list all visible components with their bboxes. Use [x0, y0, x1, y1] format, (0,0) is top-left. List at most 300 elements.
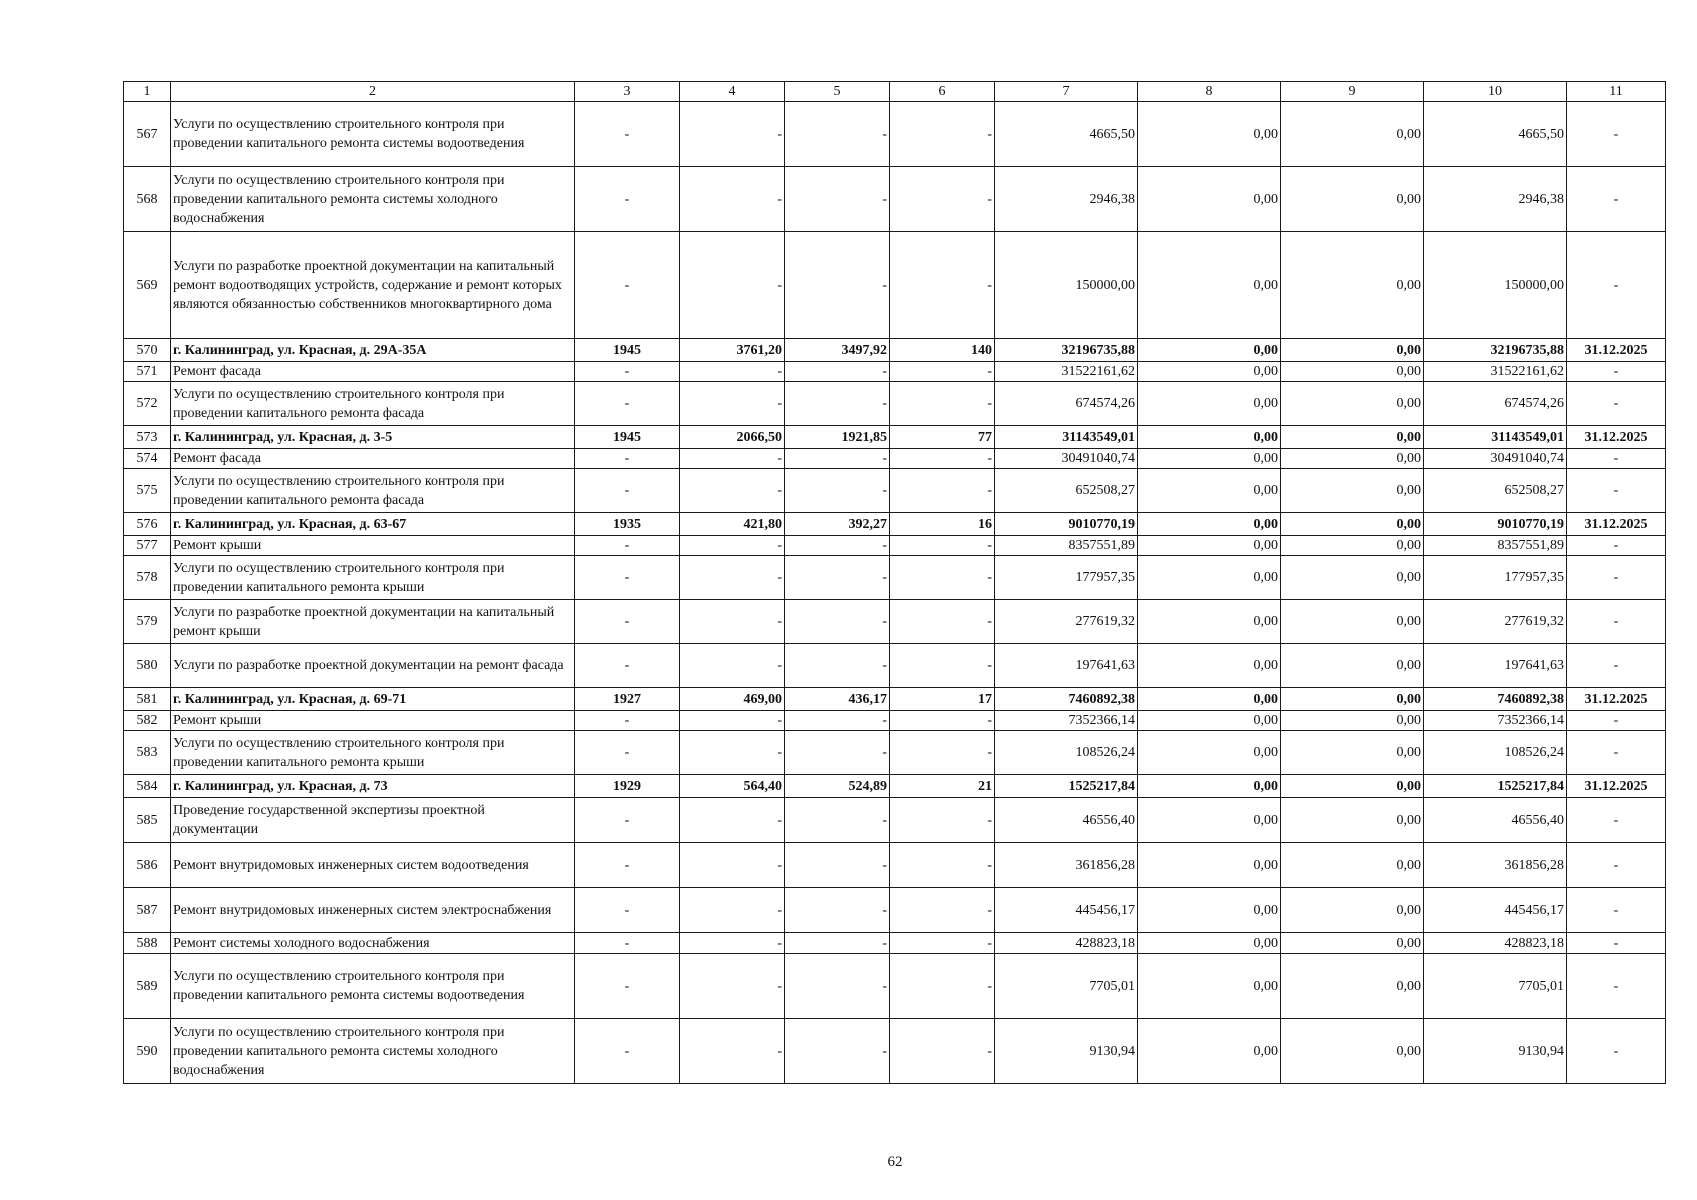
fund-cell: 0,00 [1138, 711, 1281, 731]
column-header: 2 [171, 82, 575, 102]
area-living-cell: - [785, 167, 890, 232]
area-total-cell: 421,80 [680, 513, 785, 536]
residents-cell: 17 [890, 688, 995, 711]
work-item-row [124, 382, 1666, 426]
row-number: 570 [124, 339, 171, 362]
budget-cell: 0,00 [1281, 1019, 1424, 1084]
area-total-cell: - [680, 711, 785, 731]
row-number: 584 [124, 775, 171, 798]
table-body [124, 102, 1666, 1084]
address-row [124, 339, 1666, 362]
residents-cell: - [890, 644, 995, 688]
budget-cell: 0,00 [1281, 449, 1424, 469]
budget-cell: 0,00 [1281, 933, 1424, 954]
year-cell: - [575, 954, 680, 1019]
owners-funds-cell: 7460892,38 [1424, 688, 1567, 711]
owners-funds-cell: 197641,63 [1424, 644, 1567, 688]
work-description: Ремонт крыши [171, 711, 575, 731]
work-description: Услуги по осуществлению строительного контроля при проведении капитального ремонта крыши [171, 731, 575, 775]
deadline-cell: - [1567, 933, 1666, 954]
deadline-cell: - [1567, 798, 1666, 843]
total-cost-cell: 428823,18 [995, 933, 1138, 954]
row-number: 573 [124, 426, 171, 449]
deadline-cell: - [1567, 362, 1666, 382]
total-cost-cell: 31143549,01 [995, 426, 1138, 449]
year-cell: 1927 [575, 688, 680, 711]
row-number: 571 [124, 362, 171, 382]
fund-cell: 0,00 [1138, 933, 1281, 954]
residents-cell: - [890, 536, 995, 556]
work-description: Услуги по разработке проектной документации на капитальный ремонт водоотводящих устройств, содержание и ремонт которых являются обязанностью собственников многоквартирного дома [171, 232, 575, 339]
fund-cell: 0,00 [1138, 102, 1281, 167]
year-cell: 1945 [575, 426, 680, 449]
area-total-cell: - [680, 843, 785, 888]
year-cell: - [575, 449, 680, 469]
work-description: Ремонт внутридомовых инженерных систем электроснабжения [171, 888, 575, 933]
area-living-cell: - [785, 711, 890, 731]
work-item-row [124, 933, 1666, 954]
residents-cell: 77 [890, 426, 995, 449]
total-cost-cell: 7460892,38 [995, 688, 1138, 711]
total-cost-cell: 445456,17 [995, 888, 1138, 933]
column-header: 7 [995, 82, 1138, 102]
total-cost-cell: 197641,63 [995, 644, 1138, 688]
area-living-cell: - [785, 644, 890, 688]
page-number: 62 [887, 1154, 903, 1170]
work-description: Ремонт крыши [171, 536, 575, 556]
area-living-cell: 524,89 [785, 775, 890, 798]
deadline-cell: - [1567, 449, 1666, 469]
year-cell: - [575, 167, 680, 232]
residents-cell: - [890, 382, 995, 426]
owners-funds-cell: 8357551,89 [1424, 536, 1567, 556]
work-item-row [124, 711, 1666, 731]
row-number: 580 [124, 644, 171, 688]
row-number: 582 [124, 711, 171, 731]
fund-cell: 0,00 [1138, 513, 1281, 536]
area-living-cell: - [785, 102, 890, 167]
residents-cell: - [890, 933, 995, 954]
work-description: Услуги по осуществлению строительного контроля при проведении капитального ремонта системы водоотведения [171, 954, 575, 1019]
deadline-cell: - [1567, 731, 1666, 775]
address-row [124, 688, 1666, 711]
residents-cell: - [890, 232, 995, 339]
budget-cell: 0,00 [1281, 688, 1424, 711]
work-item-row [124, 362, 1666, 382]
row-number: 588 [124, 933, 171, 954]
fund-cell: 0,00 [1138, 798, 1281, 843]
deadline-cell: 31.12.2025 [1567, 688, 1666, 711]
fund-cell: 0,00 [1138, 644, 1281, 688]
area-total-cell: - [680, 102, 785, 167]
area-total-cell: - [680, 362, 785, 382]
work-item-row [124, 102, 1666, 167]
fund-cell: 0,00 [1138, 426, 1281, 449]
area-total-cell: - [680, 731, 785, 775]
fund-cell: 0,00 [1138, 888, 1281, 933]
owners-funds-cell: 9130,94 [1424, 1019, 1567, 1084]
total-cost-cell: 30491040,74 [995, 449, 1138, 469]
budget-cell: 0,00 [1281, 600, 1424, 644]
work-item-row [124, 556, 1666, 600]
area-total-cell: - [680, 798, 785, 843]
deadline-cell: - [1567, 711, 1666, 731]
deadline-cell: - [1567, 843, 1666, 888]
fund-cell: 0,00 [1138, 600, 1281, 644]
budget-cell: 0,00 [1281, 536, 1424, 556]
area-living-cell: - [785, 888, 890, 933]
year-cell: - [575, 382, 680, 426]
area-living-cell: 1921,85 [785, 426, 890, 449]
column-header: 9 [1281, 82, 1424, 102]
fund-cell: 0,00 [1138, 339, 1281, 362]
year-cell: - [575, 232, 680, 339]
residents-cell: - [890, 469, 995, 513]
budget-cell: 0,00 [1281, 711, 1424, 731]
total-cost-cell: 46556,40 [995, 798, 1138, 843]
budget-cell: 0,00 [1281, 954, 1424, 1019]
fund-cell: 0,00 [1138, 382, 1281, 426]
year-cell: - [575, 600, 680, 644]
row-number: 575 [124, 469, 171, 513]
column-header: 1 [124, 82, 171, 102]
owners-funds-cell: 674574,26 [1424, 382, 1567, 426]
area-total-cell: - [680, 954, 785, 1019]
work-item-row [124, 644, 1666, 688]
total-cost-cell: 652508,27 [995, 469, 1138, 513]
owners-funds-cell: 7352366,14 [1424, 711, 1567, 731]
deadline-cell: - [1567, 167, 1666, 232]
residents-cell: 21 [890, 775, 995, 798]
total-cost-cell: 9130,94 [995, 1019, 1138, 1084]
fund-cell: 0,00 [1138, 775, 1281, 798]
deadline-cell: - [1567, 888, 1666, 933]
fund-cell: 0,00 [1138, 232, 1281, 339]
address-row [124, 513, 1666, 536]
total-cost-cell: 8357551,89 [995, 536, 1138, 556]
owners-funds-cell: 31143549,01 [1424, 426, 1567, 449]
residents-cell: - [890, 449, 995, 469]
work-item-row [124, 167, 1666, 232]
area-total-cell: - [680, 644, 785, 688]
column-header: 6 [890, 82, 995, 102]
area-total-cell: - [680, 232, 785, 339]
deadline-cell: - [1567, 1019, 1666, 1084]
work-description: г. Калининград, ул. Красная, д. 3-5 [171, 426, 575, 449]
work-description: Ремонт внутридомовых инженерных систем водоотведения [171, 843, 575, 888]
fund-cell: 0,00 [1138, 469, 1281, 513]
area-living-cell: - [785, 362, 890, 382]
capital-repair-table [123, 81, 1666, 1084]
work-description: Ремонт фасада [171, 449, 575, 469]
work-item-row [124, 798, 1666, 843]
area-total-cell: - [680, 167, 785, 232]
budget-cell: 0,00 [1281, 843, 1424, 888]
owners-funds-cell: 4665,50 [1424, 102, 1567, 167]
area-living-cell: - [785, 600, 890, 644]
area-living-cell: - [785, 232, 890, 339]
work-item-row [124, 888, 1666, 933]
residents-cell: - [890, 888, 995, 933]
owners-funds-cell: 30491040,74 [1424, 449, 1567, 469]
fund-cell: 0,00 [1138, 556, 1281, 600]
work-item-row [124, 731, 1666, 775]
deadline-cell: 31.12.2025 [1567, 426, 1666, 449]
row-number: 583 [124, 731, 171, 775]
area-total-cell: - [680, 449, 785, 469]
residents-cell: - [890, 731, 995, 775]
owners-funds-cell: 31522161,62 [1424, 362, 1567, 382]
owners-funds-cell: 108526,24 [1424, 731, 1567, 775]
year-cell: - [575, 536, 680, 556]
total-cost-cell: 1525217,84 [995, 775, 1138, 798]
total-cost-cell: 9010770,19 [995, 513, 1138, 536]
budget-cell: 0,00 [1281, 339, 1424, 362]
residents-cell: - [890, 1019, 995, 1084]
owners-funds-cell: 32196735,88 [1424, 339, 1567, 362]
owners-funds-cell: 445456,17 [1424, 888, 1567, 933]
work-description: Услуги по осуществлению строительного контроля при проведении капитального ремонта системы холодного водоснабжения [171, 1019, 575, 1084]
area-living-cell: - [785, 933, 890, 954]
residents-cell: - [890, 843, 995, 888]
work-description: г. Калининград, ул. Красная, д. 73 [171, 775, 575, 798]
residents-cell: - [890, 167, 995, 232]
fund-cell: 0,00 [1138, 536, 1281, 556]
address-row [124, 426, 1666, 449]
fund-cell: 0,00 [1138, 688, 1281, 711]
row-number: 568 [124, 167, 171, 232]
owners-funds-cell: 428823,18 [1424, 933, 1567, 954]
owners-funds-cell: 2946,38 [1424, 167, 1567, 232]
area-living-cell: - [785, 536, 890, 556]
year-cell: - [575, 362, 680, 382]
deadline-cell: - [1567, 232, 1666, 339]
budget-cell: 0,00 [1281, 382, 1424, 426]
budget-cell: 0,00 [1281, 775, 1424, 798]
area-total-cell: - [680, 933, 785, 954]
area-living-cell: - [785, 1019, 890, 1084]
fund-cell: 0,00 [1138, 167, 1281, 232]
row-number: 574 [124, 449, 171, 469]
column-header: 4 [680, 82, 785, 102]
budget-cell: 0,00 [1281, 798, 1424, 843]
work-description: г. Калининград, ул. Красная, д. 29А-35А [171, 339, 575, 362]
work-description: Услуги по разработке проектной документации на капитальный ремонт крыши [171, 600, 575, 644]
year-cell: - [575, 933, 680, 954]
area-total-cell: 2066,50 [680, 426, 785, 449]
residents-cell: - [890, 362, 995, 382]
year-cell: 1945 [575, 339, 680, 362]
owners-funds-cell: 177957,35 [1424, 556, 1567, 600]
column-header: 5 [785, 82, 890, 102]
budget-cell: 0,00 [1281, 513, 1424, 536]
area-living-cell: 392,27 [785, 513, 890, 536]
row-number: 579 [124, 600, 171, 644]
row-number: 587 [124, 888, 171, 933]
budget-cell: 0,00 [1281, 644, 1424, 688]
budget-cell: 0,00 [1281, 102, 1424, 167]
deadline-cell: - [1567, 600, 1666, 644]
column-header: 10 [1424, 82, 1567, 102]
total-cost-cell: 7352366,14 [995, 711, 1138, 731]
work-description: Ремонт фасада [171, 362, 575, 382]
year-cell: - [575, 556, 680, 600]
row-number: 585 [124, 798, 171, 843]
area-living-cell: - [785, 449, 890, 469]
total-cost-cell: 32196735,88 [995, 339, 1138, 362]
column-number-header-row [124, 82, 1666, 102]
row-number: 567 [124, 102, 171, 167]
deadline-cell: 31.12.2025 [1567, 339, 1666, 362]
work-item-row [124, 1019, 1666, 1084]
residents-cell: - [890, 556, 995, 600]
work-description: Услуги по осуществлению строительного контроля при проведении капитального ремонта системы холодного водоснабжения [171, 167, 575, 232]
row-number: 581 [124, 688, 171, 711]
total-cost-cell: 31522161,62 [995, 362, 1138, 382]
deadline-cell: - [1567, 536, 1666, 556]
area-total-cell: - [680, 469, 785, 513]
work-description: г. Калининград, ул. Красная, д. 63-67 [171, 513, 575, 536]
area-living-cell: - [785, 469, 890, 513]
area-living-cell: - [785, 843, 890, 888]
column-header: 8 [1138, 82, 1281, 102]
area-total-cell: - [680, 556, 785, 600]
fund-cell: 0,00 [1138, 843, 1281, 888]
owners-funds-cell: 361856,28 [1424, 843, 1567, 888]
year-cell: - [575, 798, 680, 843]
budget-cell: 0,00 [1281, 362, 1424, 382]
owners-funds-cell: 652508,27 [1424, 469, 1567, 513]
year-cell: 1935 [575, 513, 680, 536]
row-number: 578 [124, 556, 171, 600]
fund-cell: 0,00 [1138, 731, 1281, 775]
work-item-row [124, 843, 1666, 888]
deadline-cell: - [1567, 556, 1666, 600]
work-description: г. Калининград, ул. Красная, д. 69-71 [171, 688, 575, 711]
total-cost-cell: 674574,26 [995, 382, 1138, 426]
owners-funds-cell: 277619,32 [1424, 600, 1567, 644]
column-header: 3 [575, 82, 680, 102]
area-total-cell: - [680, 888, 785, 933]
fund-cell: 0,00 [1138, 954, 1281, 1019]
residents-cell: - [890, 600, 995, 644]
work-item-row [124, 232, 1666, 339]
area-living-cell: - [785, 954, 890, 1019]
row-number: 590 [124, 1019, 171, 1084]
fund-cell: 0,00 [1138, 449, 1281, 469]
total-cost-cell: 7705,01 [995, 954, 1138, 1019]
work-description: Услуги по разработке проектной документации на ремонт фасада [171, 644, 575, 688]
row-number: 577 [124, 536, 171, 556]
work-item-row [124, 449, 1666, 469]
area-total-cell: - [680, 536, 785, 556]
budget-cell: 0,00 [1281, 426, 1424, 449]
residents-cell: 140 [890, 339, 995, 362]
work-description: Услуги по осуществлению строительного контроля при проведении капитального ремонта системы водоотведения [171, 102, 575, 167]
budget-cell: 0,00 [1281, 556, 1424, 600]
column-header: 11 [1567, 82, 1666, 102]
year-cell: 1929 [575, 775, 680, 798]
row-number: 589 [124, 954, 171, 1019]
work-description: Услуги по осуществлению строительного контроля при проведении капитального ремонта крыши [171, 556, 575, 600]
row-number: 576 [124, 513, 171, 536]
year-cell: - [575, 644, 680, 688]
total-cost-cell: 150000,00 [995, 232, 1138, 339]
budget-cell: 0,00 [1281, 167, 1424, 232]
row-number: 569 [124, 232, 171, 339]
year-cell: - [575, 1019, 680, 1084]
budget-cell: 0,00 [1281, 731, 1424, 775]
area-total-cell: - [680, 382, 785, 426]
work-item-row [124, 469, 1666, 513]
total-cost-cell: 177957,35 [995, 556, 1138, 600]
owners-funds-cell: 1525217,84 [1424, 775, 1567, 798]
owners-funds-cell: 7705,01 [1424, 954, 1567, 1019]
total-cost-cell: 108526,24 [995, 731, 1138, 775]
area-total-cell: 3761,20 [680, 339, 785, 362]
total-cost-cell: 361856,28 [995, 843, 1138, 888]
fund-cell: 0,00 [1138, 1019, 1281, 1084]
total-cost-cell: 2946,38 [995, 167, 1138, 232]
address-row [124, 775, 1666, 798]
work-description: Услуги по осуществлению строительного контроля при проведении капитального ремонта фасада [171, 469, 575, 513]
area-total-cell: 564,40 [680, 775, 785, 798]
year-cell: - [575, 711, 680, 731]
area-living-cell: - [785, 556, 890, 600]
area-living-cell: - [785, 382, 890, 426]
work-description: Ремонт системы холодного водоснабжения [171, 933, 575, 954]
deadline-cell: 31.12.2025 [1567, 775, 1666, 798]
residents-cell: - [890, 711, 995, 731]
area-living-cell: 436,17 [785, 688, 890, 711]
work-item-row [124, 536, 1666, 556]
budget-cell: 0,00 [1281, 888, 1424, 933]
owners-funds-cell: 9010770,19 [1424, 513, 1567, 536]
budget-cell: 0,00 [1281, 232, 1424, 339]
deadline-cell: - [1567, 644, 1666, 688]
owners-funds-cell: 150000,00 [1424, 232, 1567, 339]
work-item-row [124, 954, 1666, 1019]
deadline-cell: 31.12.2025 [1567, 513, 1666, 536]
year-cell: - [575, 469, 680, 513]
total-cost-cell: 4665,50 [995, 102, 1138, 167]
work-description: Услуги по осуществлению строительного контроля при проведении капитального ремонта фасада [171, 382, 575, 426]
deadline-cell: - [1567, 954, 1666, 1019]
year-cell: - [575, 102, 680, 167]
deadline-cell: - [1567, 382, 1666, 426]
area-living-cell: 3497,92 [785, 339, 890, 362]
owners-funds-cell: 46556,40 [1424, 798, 1567, 843]
deadline-cell: - [1567, 102, 1666, 167]
residents-cell: - [890, 798, 995, 843]
area-living-cell: - [785, 798, 890, 843]
total-cost-cell: 277619,32 [995, 600, 1138, 644]
area-total-cell: - [680, 1019, 785, 1084]
work-description: Проведение государственной экспертизы проектной документации [171, 798, 575, 843]
year-cell: - [575, 888, 680, 933]
work-item-row [124, 600, 1666, 644]
area-total-cell: - [680, 600, 785, 644]
deadline-cell: - [1567, 469, 1666, 513]
year-cell: - [575, 843, 680, 888]
budget-cell: 0,00 [1281, 469, 1424, 513]
row-number: 586 [124, 843, 171, 888]
row-number: 572 [124, 382, 171, 426]
residents-cell: - [890, 954, 995, 1019]
fund-cell: 0,00 [1138, 362, 1281, 382]
residents-cell: 16 [890, 513, 995, 536]
year-cell: - [575, 731, 680, 775]
